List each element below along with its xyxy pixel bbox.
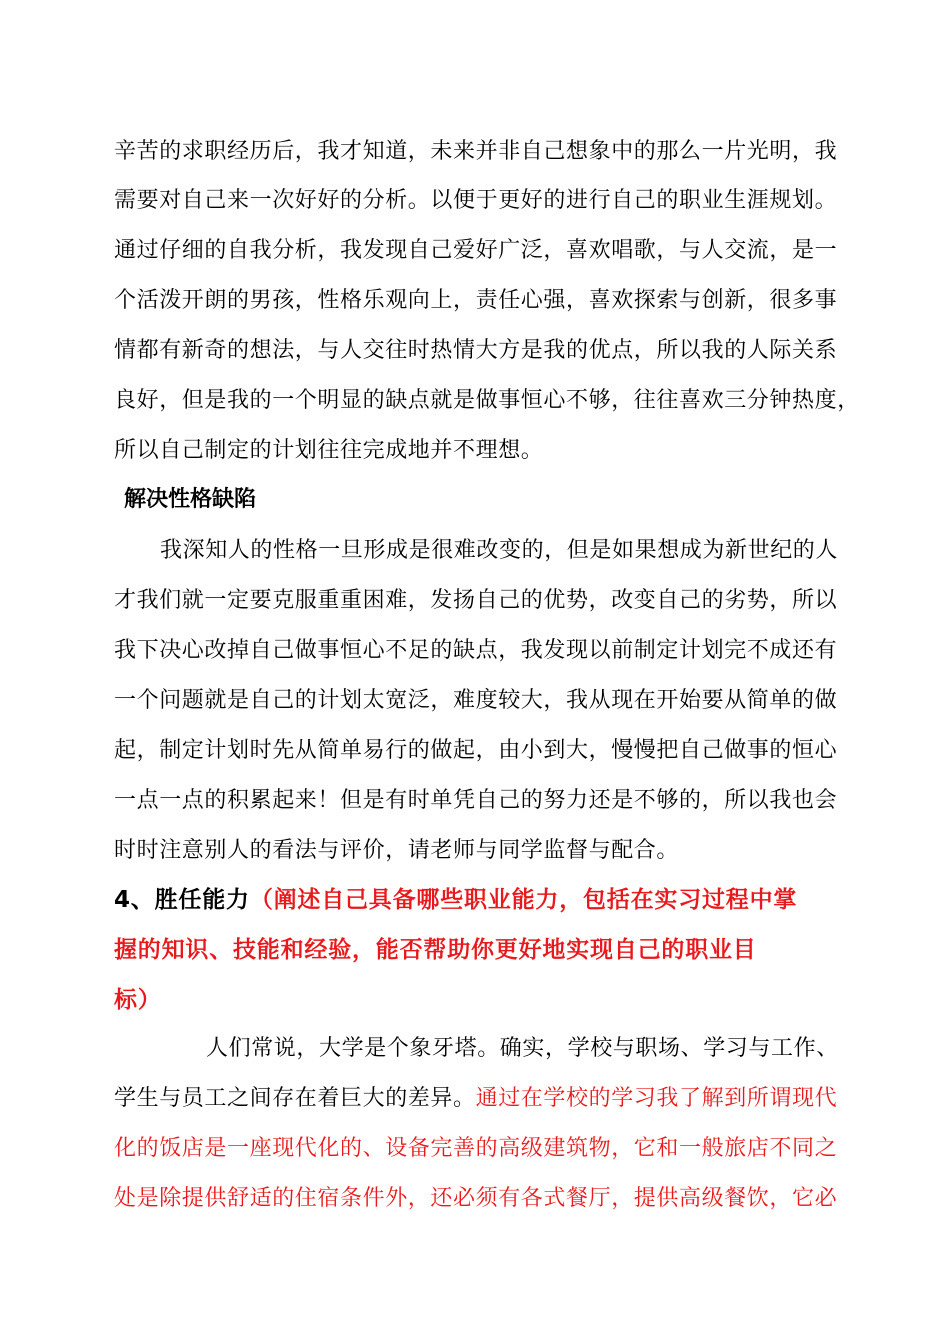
text-line: 我下决心改掉自己做事恒心不足的缺点，我发现以前制定计划完不成还有 xyxy=(114,638,838,663)
section-note-line: 标） xyxy=(114,987,162,1013)
highlight-text-line: 化的饭店是一座现代化的、设备完善的高级建筑物，它和一般旅店不同之 xyxy=(114,1136,838,1161)
text-line: 我深知人的性格一旦形成是很难改变的，但是如果想成为新世纪的人 xyxy=(160,538,839,563)
section-heading-line xyxy=(114,884,797,916)
text-line: 良好，但是我的一个明显的缺点就是做事恒心不够，往往喜欢三分钟热度， xyxy=(114,388,860,413)
text-line: 情都有新奇的想法，与人交往时热情大方是我的优点，所以我的人际关系 xyxy=(114,338,838,363)
text-line: 需要对自己来一次好好的分析。以便于更好的进行自己的职业生涯规划。 xyxy=(114,188,838,213)
highlight-text-line: 处是除提供舒适的住宿条件外，还必须有各式餐厅，提供高级餐饮，它必 xyxy=(114,1186,838,1211)
text-line: 个活泼开朗的男孩，性格乐观向上，责任心强，喜欢探索与创新，很多事 xyxy=(114,288,838,313)
section-number-title: 4、胜任能力 xyxy=(114,887,250,913)
text-line: 人们常说，大学是个象牙塔。确实，学校与职场、学习与工作、 xyxy=(206,1036,839,1061)
subheading: 解决性格缺陷 xyxy=(124,487,257,512)
text-line: 通过仔细的自我分析，我发现自己爱好广泛，喜欢唱歌，与人交流，是一 xyxy=(114,238,838,263)
highlight-text-span: 通过在学校的学习我了解到所谓现代 xyxy=(475,1086,838,1111)
text-span: 学生与员工之间存在着巨大的差异。 xyxy=(114,1086,476,1111)
section-note-line: 握的知识、技能和经验，能否帮助你更好地实现自己的职业目 xyxy=(114,937,757,963)
text-line xyxy=(114,1084,837,1114)
text-line: 所以自己制定的计划往往完成地并不理想。 xyxy=(114,438,544,463)
text-line: 起，制定计划时先从简单易行的做起，由小到大，慢慢把自己做事的恒心 xyxy=(114,738,838,763)
section-note: （阐述自己具备哪些职业能力，包括在实习过程中掌 xyxy=(249,887,798,913)
text-line: 辛苦的求职经历后，我才知道，未来并非自己想象中的那么一片光明，我 xyxy=(114,139,838,164)
text-line: 才我们就一定要克服重重困难，发扬自己的优势，改变自己的劣势，所以 xyxy=(114,588,838,613)
text-line: 一点一点的积累起来！但是有时单凭自己的努力还是不够的，所以我也会 xyxy=(114,788,838,813)
text-line: 一个问题就是自己的计划太宽泛，难度较大，我从现在开始要从简单的做 xyxy=(114,688,838,713)
text-line: 时时注意别人的看法与评价，请老师与同学监督与配合。 xyxy=(114,838,680,863)
